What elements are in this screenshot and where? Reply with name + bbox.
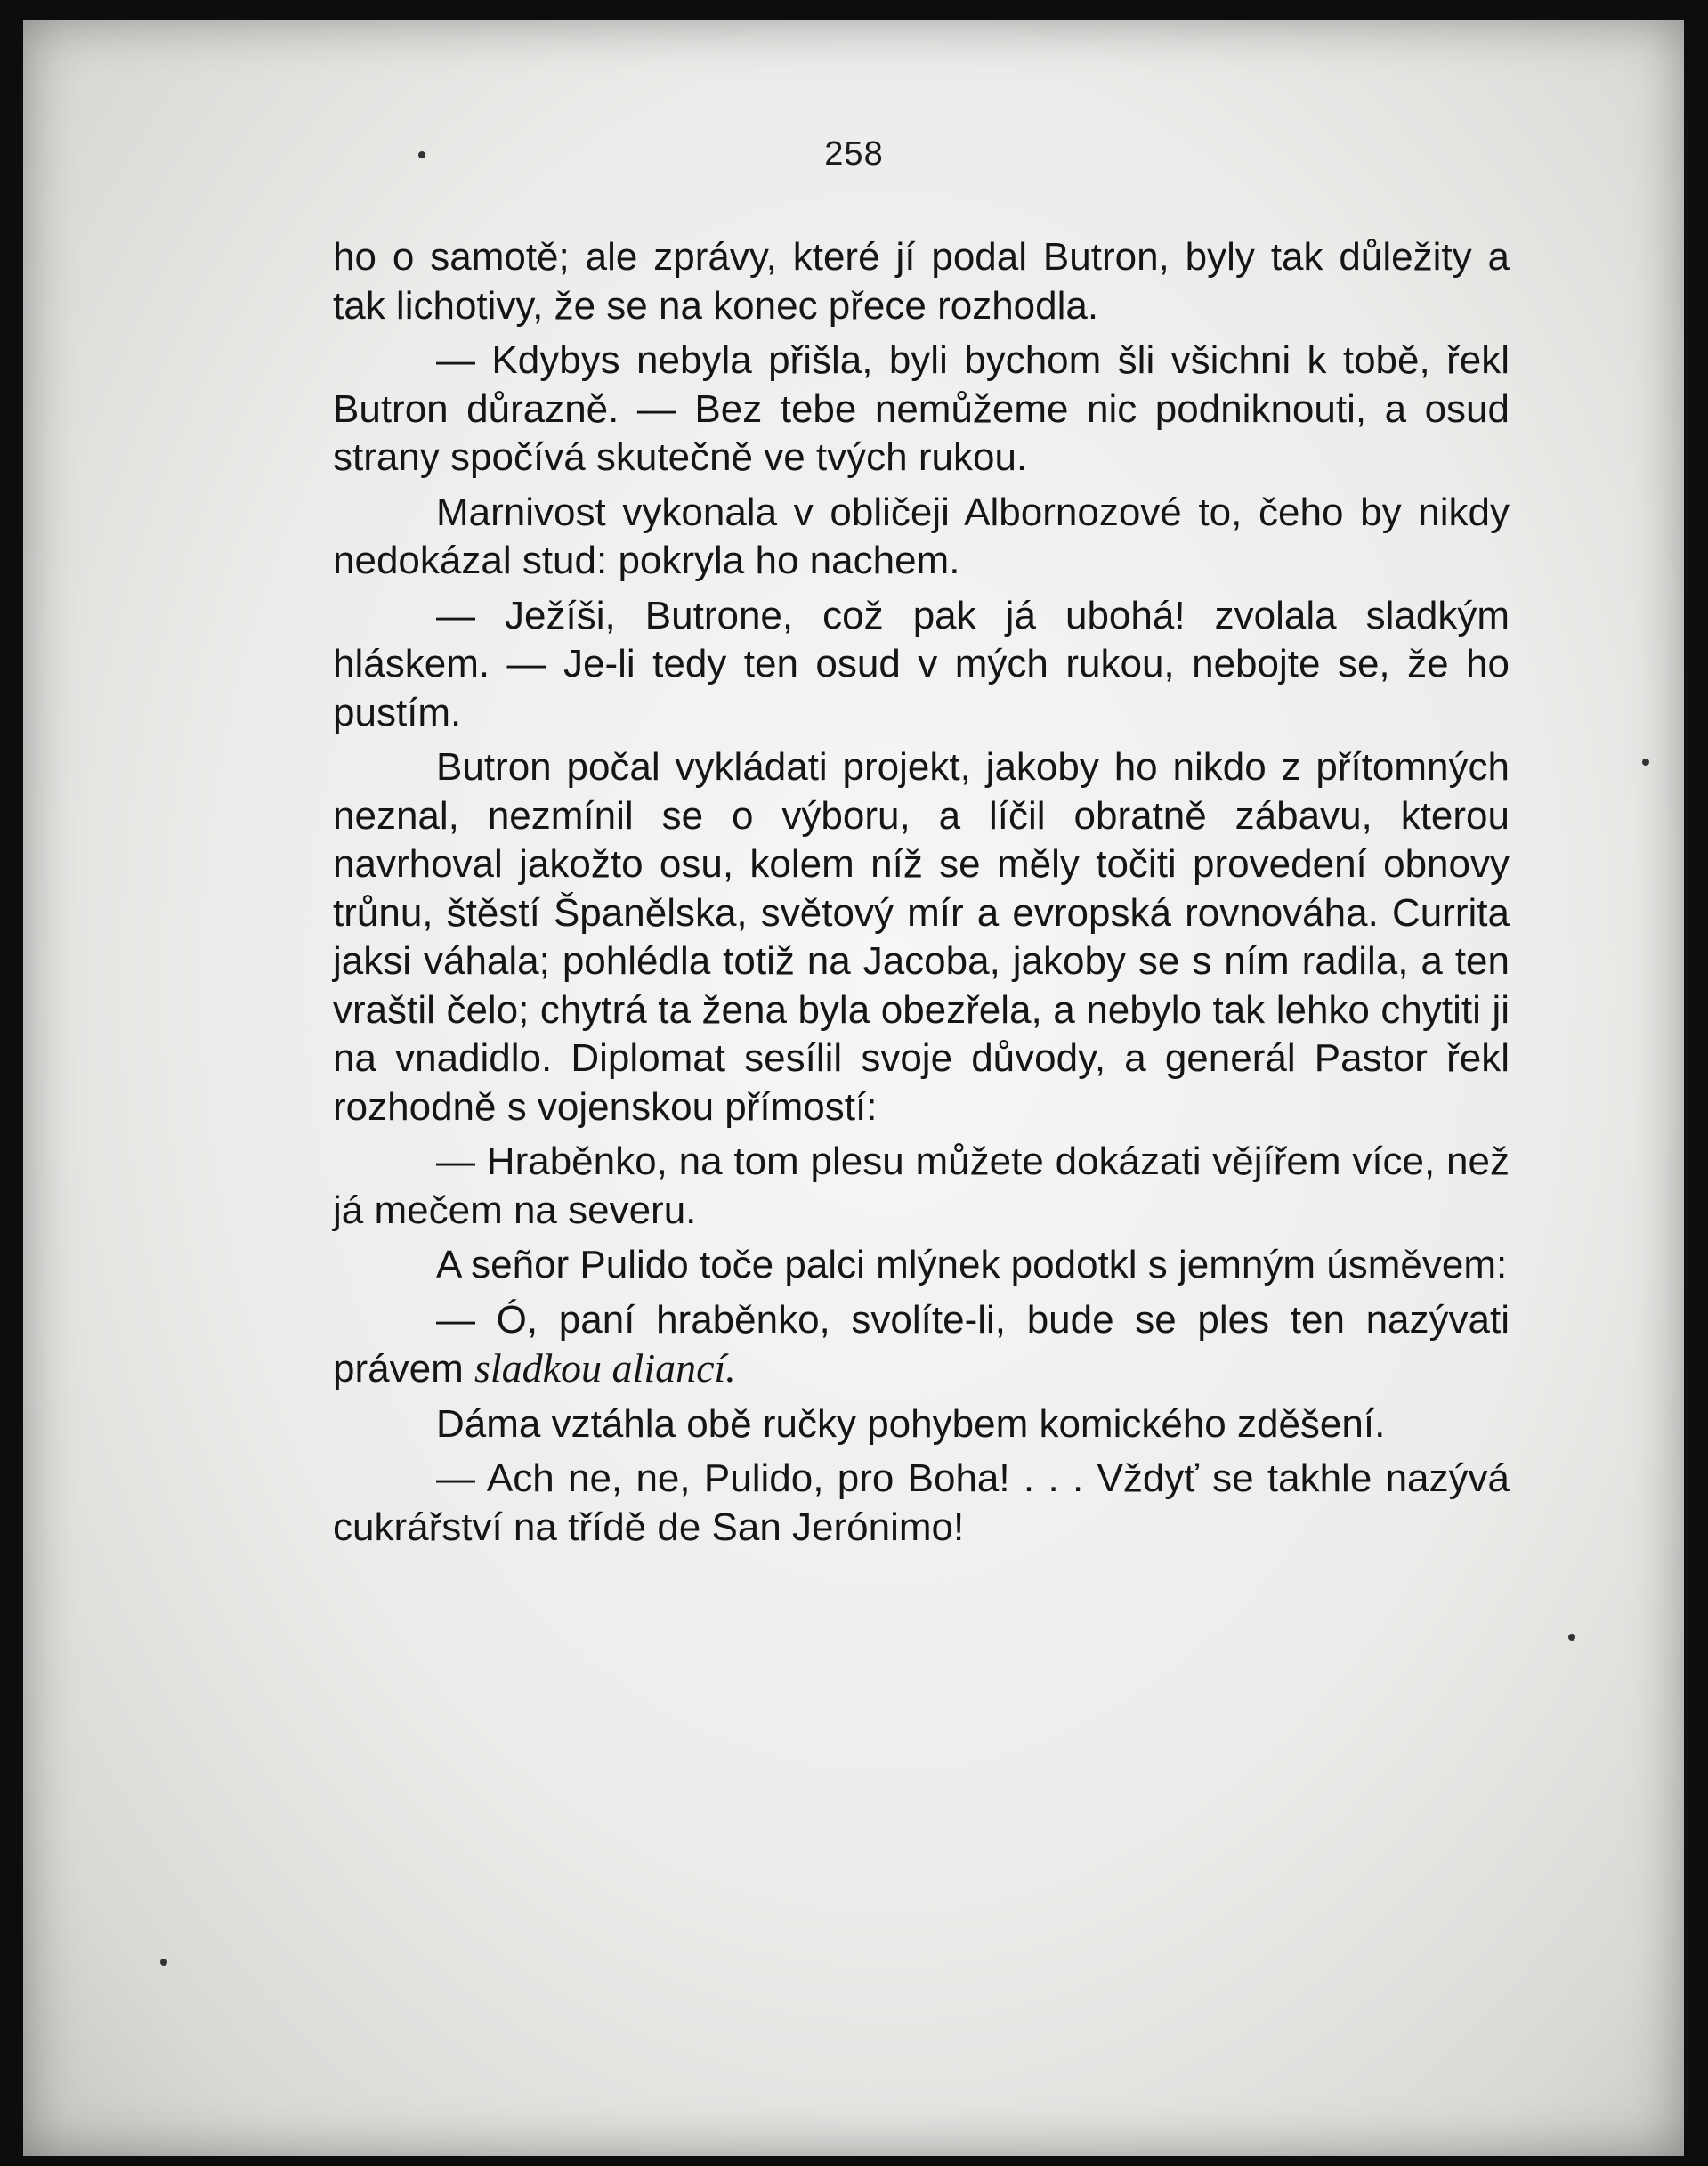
paragraph: A señor Pulido toče palci mlýnek podotkl s jemným úsměvem:: [436, 1243, 1508, 1286]
paragraph: Marnivost vykonala v obličeji Albornozové to, čeho by nikdy nedokázal stud: pokryla ho nachem.: [333, 490, 1510, 582]
italic-phrase: sladkou aliancí.: [474, 1345, 736, 1391]
paragraph-text: — Ó, paní hraběnko, svolíte-li, bude se ples ten nazývati právem: [333, 1297, 1510, 1391]
dust-speck: [160, 1959, 167, 1966]
binding-edge: [1685, 116, 1688, 2119]
page-number: 258: [824, 135, 884, 173]
paragraph: [333, 1296, 1510, 1394]
paragraph: Butron počal vykládati projekt, jakoby ho nikdo z přítomných neznal, nezmínil se o výboru, a líčil obratně zábavu, kterou navrhoval jakožto osu, kolem níž se měly točiti provedení obnovy trůnu, štěstí Španělska, světový mír a evropská rovnováha. Currita jaksi váhala; pohlédla totiž na Jacoba, jakoby se s ním radila, a ten vraštil čelo; chytrá ta žena byla obezřela, a nebylo tak lehko chytiti ji na vnadidlo. Diplomat sesílil svoje důvody, a generál Pastor řekl rozhodně s vojenskou přímostí:: [333, 745, 1510, 1129]
paragraph: — Ach ne, ne, Pulido, pro Boha! . . . Vždyť se takhle nazývá cukrářství na třídě de San Jerónimo!: [333, 1456, 1510, 1549]
paragraph: ho o samotě; ale zprávy, které jí podal Butron, byly tak důležity a tak lichotivy, že se na konec přece rozhodla.: [333, 235, 1510, 328]
paragraph: — Kdybys nebyla přišla, byli bychom šli všichni k tobě, řekl Butron důrazně. — Bez tebe nemůžeme nic podniknouti, a osud strany spočívá skutečně ve tvých rukou.: [333, 338, 1510, 479]
dust-speck: [1568, 1634, 1575, 1641]
paragraph: Dáma vztáhla obě ručky pohybem komického zděšení.: [436, 1401, 1386, 1446]
paragraph: — Ježíši, Butrone, což pak já ubohá! zvolala sladkým hláskem. — Je-li tedy ten osud v mých rukou, nebojte se, že ho pustím.: [333, 593, 1510, 734]
body-text: [333, 233, 1510, 1558]
dust-speck: [1642, 759, 1649, 766]
paragraph: — Hraběnko, na tom plesu můžete dokázati vějířem více, než já mečem na severu.: [333, 1140, 1510, 1232]
